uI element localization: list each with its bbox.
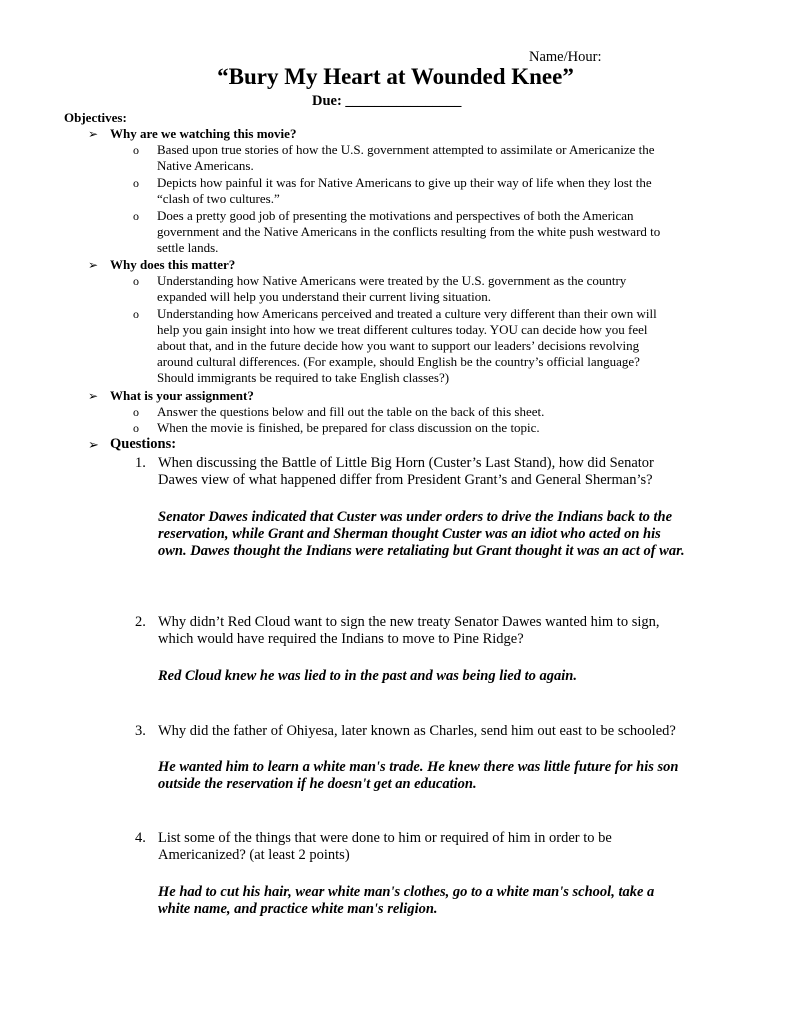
line: Native Americans. [157, 158, 254, 173]
line: Does a pretty good job of presenting the motivations and perspectives of both the American [157, 208, 634, 223]
objectives-label: Objectives: [64, 110, 127, 125]
name-hour-label: Name/Hour: [529, 49, 602, 65]
line: Depicts how painful it was for Native Americans to give up their way of life when they lost the [157, 175, 652, 190]
line: He had to cut his hair, wear white man's clothes, go to a white man's school, take a [158, 884, 655, 900]
page-title: “Bury My Heart at Wounded Knee” [217, 64, 574, 89]
question-text [158, 455, 654, 489]
line: which would have required the Indians to move to Pine Ridge? [158, 631, 524, 647]
arrow-bullet-icon: ➢ [88, 437, 99, 452]
list-item [157, 273, 626, 305]
question-number: 3. [135, 723, 146, 739]
section-heading-1: Why are we watching this movie? [110, 126, 297, 141]
arrow-bullet-icon: ➢ [88, 127, 99, 141]
line: List some of the things that were done to him or required of him in order to be [158, 830, 612, 846]
line: government and the Native Americans in the conflicts resulting from the white push westward to [157, 224, 661, 239]
question-number: 1. [135, 455, 146, 471]
question-text [158, 614, 660, 648]
line: Senator Dawes indicated that Custer was under orders to drive the Indians back to the [158, 509, 673, 525]
list-item: When the movie is finished, be prepared for class discussion on the topic. [157, 420, 540, 435]
section-heading-2: Why does this matter? [110, 257, 236, 272]
line: Americanized? (at least 2 points) [158, 847, 350, 863]
answer-text: Red Cloud knew he was lied to in the past and was being lied to again. [158, 668, 577, 684]
answer-text [158, 884, 654, 918]
list-item [157, 306, 657, 386]
line: about that, and in the future decide how you want to support our leaders’ decisions revolving [157, 338, 640, 353]
arrow-bullet-icon: ➢ [88, 389, 99, 403]
line: Should immigrants be required to take English classes?) [157, 370, 450, 385]
line: When discussing the Battle of Little Big Horn (Custer’s Last Stand), how did Senator [158, 455, 654, 471]
line: Understanding how Native Americans were treated by the U.S. government as the country [157, 273, 627, 288]
questions-label: Questions: [110, 436, 177, 452]
line: Based upon true stories of how the U.S. government attempted to assimilate or Americanize the [157, 142, 655, 157]
line: settle lands. [157, 240, 219, 255]
circle-bullet-icon: o [133, 143, 139, 157]
line: reservation, while Grant and Sherman thought Custer was an idiot who acted on his [158, 526, 661, 542]
circle-bullet-icon: o [133, 209, 139, 223]
circle-bullet-icon: o [133, 405, 139, 419]
line: white name, and practice white man's religion. [158, 901, 438, 917]
answer-text [158, 509, 685, 560]
question-number: 4. [135, 830, 146, 846]
circle-bullet-icon: o [133, 421, 139, 435]
question-text [158, 830, 612, 864]
section-heading-3: What is your assignment? [110, 388, 254, 403]
line: Understanding how Americans perceived and treated a culture very different than their own will [157, 306, 657, 321]
line: Dawes view of what happened differ from President Grant’s and General Sherman’s? [158, 472, 653, 488]
answer-text [158, 759, 678, 793]
list-item [157, 175, 652, 207]
line: help you gain insight into how we treat different cultures today. YOU can decide how you feel [157, 322, 648, 337]
list-item: Answer the questions below and fill out the table on the back of this sheet. [157, 404, 545, 419]
question-number: 2. [135, 614, 146, 630]
line: expanded will help you understand their current living situation. [157, 289, 491, 304]
question-text: Why did the father of Ohiyesa, later known as Charles, send him out east to be schooled? [158, 723, 676, 739]
line: Why didn’t Red Cloud want to sign the new treaty Senator Dawes wanted him to sign, [158, 614, 660, 630]
due-line: Due: ________________ [312, 93, 462, 109]
line: own. Dawes thought the Indians were retaliating but Grant thought it was an act of war. [158, 543, 685, 559]
line: “clash of two cultures.” [157, 191, 280, 206]
line: around cultural differences. (For example, should English be the country’s official language? [157, 354, 640, 369]
line: outside the reservation if he doesn't get an education. [158, 776, 477, 792]
circle-bullet-icon: o [133, 176, 139, 190]
line: He wanted him to learn a white man's trade. He knew there was little future for his son [158, 759, 679, 775]
list-item [157, 208, 660, 256]
circle-bullet-icon: o [133, 274, 139, 288]
list-item [157, 142, 655, 174]
arrow-bullet-icon: ➢ [88, 258, 99, 272]
circle-bullet-icon: o [133, 307, 139, 321]
